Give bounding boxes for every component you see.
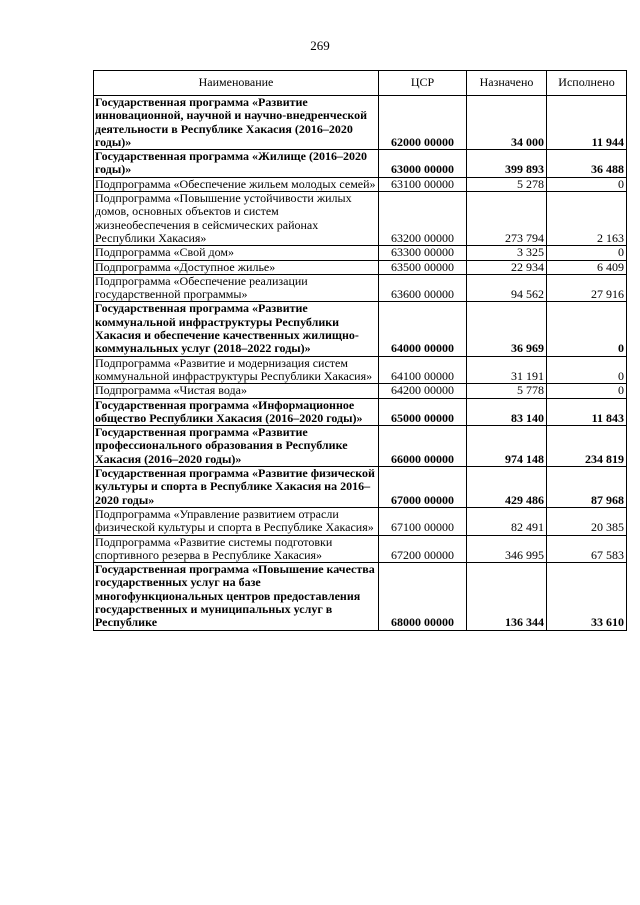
- row-csr: 67000 00000: [379, 467, 467, 508]
- row-executed: 0: [547, 246, 627, 260]
- row-assigned: 399 893: [467, 150, 547, 178]
- row-executed: 87 968: [547, 467, 627, 508]
- row-name: Подпрограмма «Управление развитием отрасли физической культуры и спорта в Республике Хакасия»: [94, 507, 379, 535]
- row-name: Государственная программа «Развитие инновационной, научной и научно-внедренческой деятельности в Республике Хакасия (2016–2020 годы)»: [94, 96, 379, 150]
- row-csr: 63000 00000: [379, 150, 467, 178]
- subprogram-row: [94, 192, 627, 246]
- row-name: Подпрограмма «Развитие системы подготовки спортивного резерва в Республике Хакасия»: [94, 535, 379, 563]
- subprogram-row: [94, 384, 627, 398]
- row-csr: 67100 00000: [379, 507, 467, 535]
- row-executed: 2 163: [547, 192, 627, 246]
- row-executed: 27 916: [547, 274, 627, 302]
- row-csr: 68000 00000: [379, 563, 467, 630]
- row-assigned: 974 148: [467, 426, 547, 467]
- subprogram-row: [94, 274, 627, 302]
- row-assigned: 34 000: [467, 96, 547, 150]
- row-assigned: 31 191: [467, 356, 547, 384]
- row-assigned: 5 278: [467, 177, 547, 191]
- row-assigned: 94 562: [467, 274, 547, 302]
- program-row: [94, 150, 627, 178]
- row-executed: 234 819: [547, 426, 627, 467]
- row-assigned: 136 344: [467, 563, 547, 630]
- subprogram-row: [94, 246, 627, 260]
- subprogram-row: [94, 535, 627, 563]
- program-row: [94, 467, 627, 508]
- row-executed: 33 610: [547, 563, 627, 630]
- row-name: Государственная программа «Развитие коммунальной инфраструктуры Республики Хакасия и обеспечение качественных жилищно-коммунальных услуг (2018–2022 годы)»: [94, 302, 379, 356]
- row-csr: 64000 00000: [379, 302, 467, 356]
- subprogram-row: [94, 177, 627, 191]
- row-executed: 0: [547, 384, 627, 398]
- row-csr: 67200 00000: [379, 535, 467, 563]
- row-executed: 11 843: [547, 398, 627, 426]
- subprogram-row: [94, 507, 627, 535]
- table-header-row: [94, 71, 627, 96]
- row-csr: 66000 00000: [379, 426, 467, 467]
- row-executed: 0: [547, 356, 627, 384]
- row-executed: 6 409: [547, 260, 627, 274]
- program-row: [94, 426, 627, 467]
- row-assigned: 273 794: [467, 192, 547, 246]
- row-csr: 63100 00000: [379, 177, 467, 191]
- column-header-csr: ЦСР: [379, 71, 467, 96]
- row-assigned: 5 778: [467, 384, 547, 398]
- row-assigned: 83 140: [467, 398, 547, 426]
- row-csr: 63300 00000: [379, 246, 467, 260]
- budget-table: [93, 70, 627, 631]
- row-assigned: 22 934: [467, 260, 547, 274]
- row-assigned: 429 486: [467, 467, 547, 508]
- row-name: Подпрограмма «Повышение устойчивости жилых домов, основных объектов и систем жизнеобеспечения в сейсмических районах Республики Хакасия»: [94, 192, 379, 246]
- row-name: Государственная программа «Развитие физической культуры и спорта в Республике Хакасия на 2016–2020 годы»: [94, 467, 379, 508]
- row-assigned: 36 969: [467, 302, 547, 356]
- row-csr: 63200 00000: [379, 192, 467, 246]
- row-executed: 11 944: [547, 96, 627, 150]
- row-assigned: 346 995: [467, 535, 547, 563]
- program-row: [94, 563, 627, 630]
- row-executed: 67 583: [547, 535, 627, 563]
- row-name: Подпрограмма «Развитие и модернизация систем коммунальной инфраструктуры Республики Хакасия»: [94, 356, 379, 384]
- program-row: [94, 302, 627, 356]
- row-assigned: 3 325: [467, 246, 547, 260]
- page-number: 269: [310, 38, 330, 53]
- row-name: Подпрограмма «Чистая вода»: [94, 384, 379, 398]
- row-name: Государственная программа «Повышение качества государственных услуг на базе многофункциональных центров предоставления государственных и муниципальных услуг в Республике: [94, 563, 379, 630]
- row-name: Подпрограмма «Доступное жилье»: [94, 260, 379, 274]
- column-header-assigned: Назначено: [467, 71, 547, 96]
- column-header-name: Наименование: [94, 71, 379, 96]
- row-executed: 36 488: [547, 150, 627, 178]
- row-csr: 63500 00000: [379, 260, 467, 274]
- row-name: Подпрограмма «Обеспечение реализации государственной программы»: [94, 274, 379, 302]
- row-csr: 64100 00000: [379, 356, 467, 384]
- program-row: [94, 96, 627, 150]
- row-executed: 20 385: [547, 507, 627, 535]
- row-csr: 65000 00000: [379, 398, 467, 426]
- row-csr: 62000 00000: [379, 96, 467, 150]
- program-row: [94, 398, 627, 426]
- subprogram-row: [94, 356, 627, 384]
- row-executed: 0: [547, 177, 627, 191]
- row-csr: 63600 00000: [379, 274, 467, 302]
- row-name: Государственная программа «Жилище (2016–2020 годы)»: [94, 150, 379, 178]
- subprogram-row: [94, 260, 627, 274]
- row-name: Подпрограмма «Свой дом»: [94, 246, 379, 260]
- column-header-executed: Исполнено: [547, 71, 627, 96]
- row-assigned: 82 491: [467, 507, 547, 535]
- row-name: Государственная программа «Информационное общество Республики Хакасия (2016–2020 годы)»: [94, 398, 379, 426]
- row-name: Подпрограмма «Обеспечение жильем молодых семей»: [94, 177, 379, 191]
- row-csr: 64200 00000: [379, 384, 467, 398]
- row-executed: 0: [547, 302, 627, 356]
- row-name: Государственная программа «Развитие профессионального образования в Республике Хакасия (2016–2020 годы)»: [94, 426, 379, 467]
